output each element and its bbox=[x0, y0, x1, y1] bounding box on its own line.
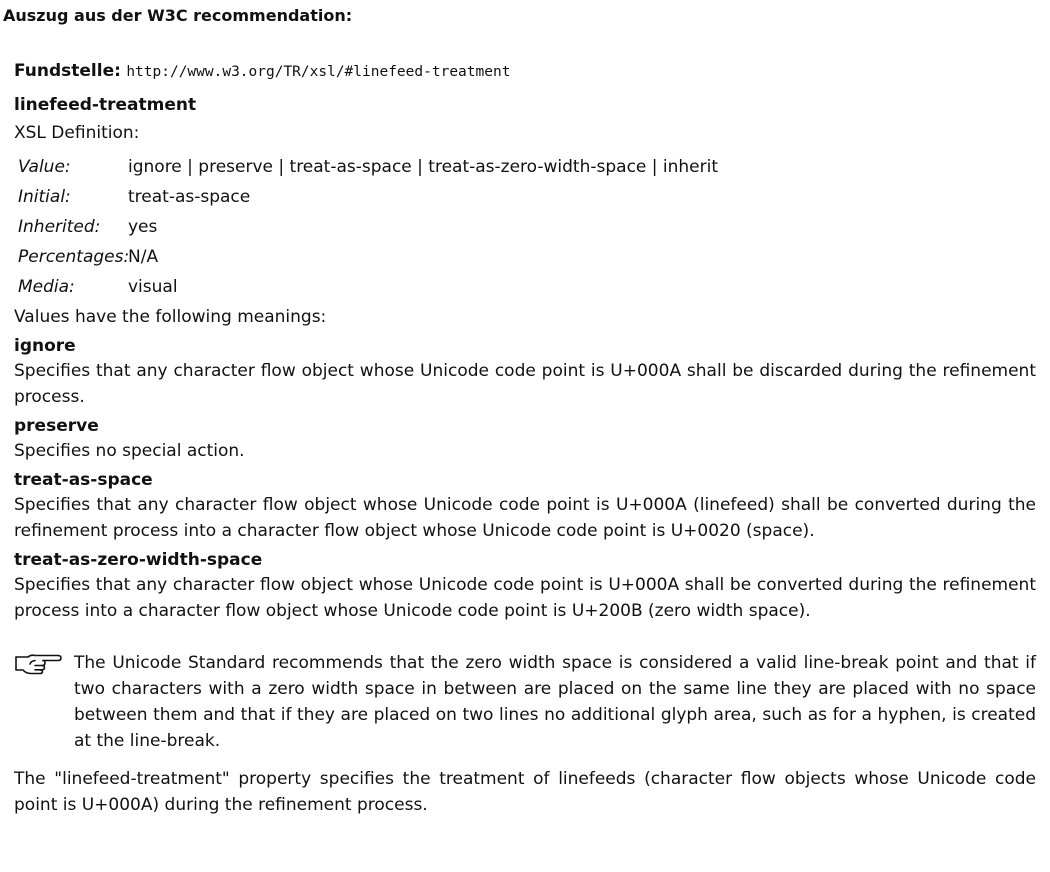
xsl-definition-label: XSL Definition: bbox=[14, 123, 140, 143]
definition-value: N/A bbox=[128, 247, 159, 267]
definition-value: yes bbox=[128, 217, 158, 237]
source-url: http://www.w3.org/TR/xsl/#linefeed-treatment bbox=[126, 64, 511, 80]
definition-key: Percentages: bbox=[18, 247, 130, 267]
value-definition-treat-as-space: Specifies that any character flow object whose Unicode code point is U+000A (linefeed) shall be converted during the refinement process into a character flow object whose Unicode code point is U+0020 (space). bbox=[14, 495, 1036, 541]
value-term-preserve: preserve bbox=[14, 416, 99, 436]
closing-paragraph: The "linefeed-treatment" property specifies the treatment of linefeeds (character flow objects whose Unicode code point is U+000A) during the refinement process. bbox=[14, 769, 1036, 815]
value-definition-ignore: Specifies that any character flow object whose Unicode code point is U+000A shall be discarded during the refinement process. bbox=[14, 361, 1036, 407]
definition-key: Media: bbox=[18, 277, 75, 297]
definition-key: Inherited: bbox=[18, 217, 101, 237]
value-definition-treat-as-zero-width-space: Specifies that any character flow object whose Unicode code point is U+000A shall be converted during the refinement process into a character flow object whose Unicode code point is U+200B (zero width space). bbox=[14, 575, 1036, 621]
value-term-ignore: ignore bbox=[14, 336, 76, 356]
value-term-treat-as-space: treat-as-space bbox=[14, 470, 153, 490]
property-name: linefeed-treatment bbox=[14, 95, 197, 115]
document-content bbox=[14, 58, 1036, 818]
note-block bbox=[14, 650, 1036, 754]
definition-key: Initial: bbox=[18, 187, 71, 207]
definition-row-inherited bbox=[18, 212, 1036, 242]
note-text: The Unicode Standard recommends that the zero width space is considered a valid line-break point and that if two characters with a zero width space in between are placed on the same line they are placed with no space between them and that if they are placed on two lines no additional glyph area, such as for a hyphen, is created at the line-break. bbox=[74, 653, 1036, 751]
source-line bbox=[14, 58, 1036, 86]
definition-value: ignore | preserve | treat-as-space | treat-as-zero-width-space | inherit bbox=[128, 157, 719, 177]
definition-value: visual bbox=[128, 277, 178, 297]
definition-key: Value: bbox=[18, 157, 71, 177]
meanings-intro: Values have the following meanings: bbox=[14, 307, 327, 327]
pointing-hand-icon bbox=[14, 650, 74, 754]
definition-row-media bbox=[18, 272, 1036, 302]
definition-table bbox=[18, 152, 1036, 302]
page-heading: Auszug aus der W3C recommendation: bbox=[3, 6, 353, 25]
source-label: Fundstelle: bbox=[14, 61, 121, 81]
definition-row-percentages bbox=[18, 242, 1036, 272]
definition-row-value bbox=[18, 152, 1036, 182]
value-definition-preserve: Specifies no special action. bbox=[14, 441, 245, 461]
definition-value: treat-as-space bbox=[128, 187, 251, 207]
definition-row-initial bbox=[18, 182, 1036, 212]
value-term-treat-as-zero-width-space: treat-as-zero-width-space bbox=[14, 550, 263, 570]
